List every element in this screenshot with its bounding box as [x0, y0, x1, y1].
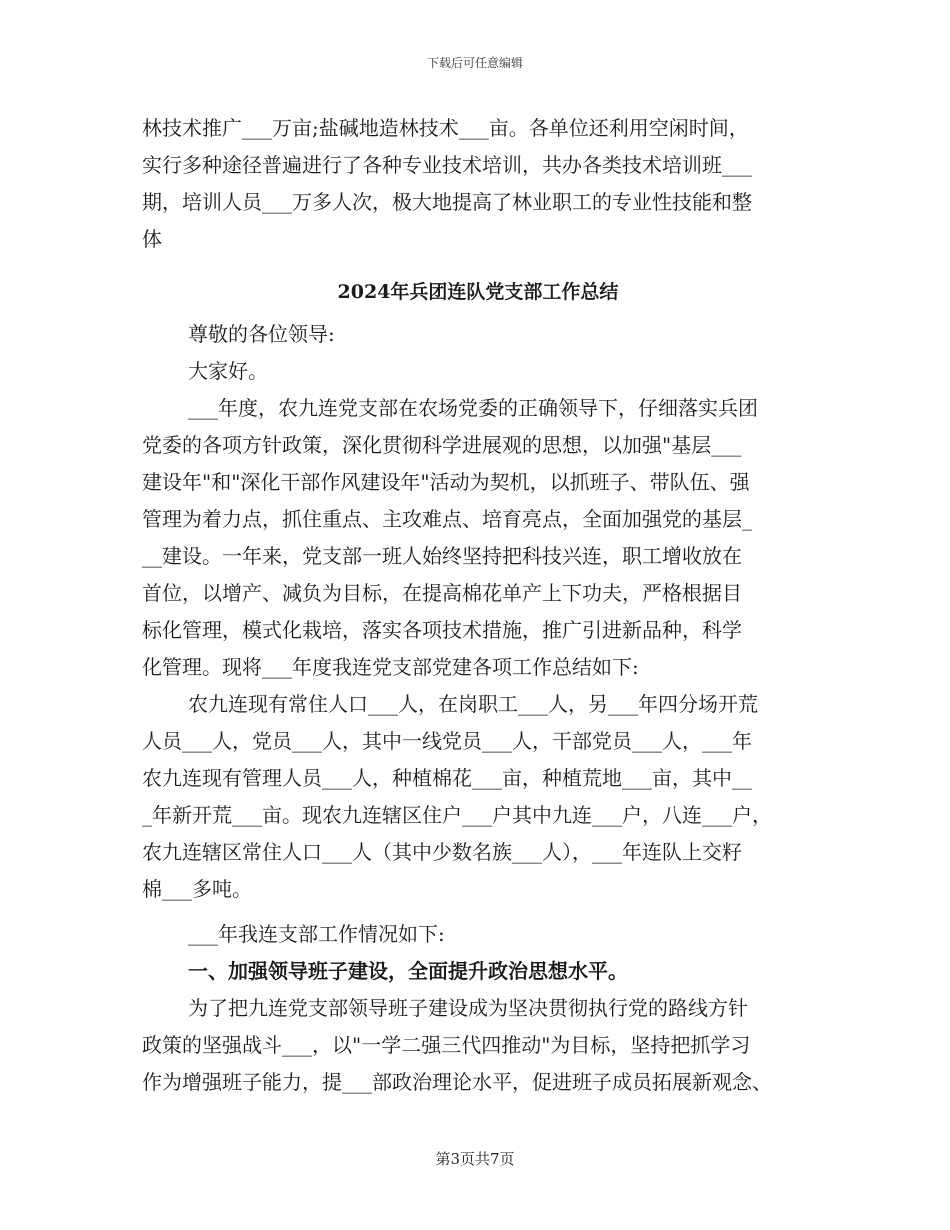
text-line: 农九连辖区常住人口___人（其中少数名族___人），___年连队上交籽: [142, 840, 742, 864]
paragraph-leadership: [142, 990, 814, 1101]
text-line: _年新开荒___亩。现农九连辖区住户___户其中九连___户，八连___户，: [142, 803, 772, 827]
greeting: 大家好。: [188, 359, 268, 383]
text-line: ___年度，农九连党支部在农场党委的正确领导下，仔细落实兵团: [188, 396, 758, 420]
section-heading: 一、加强领导班子建设，全面提升政治思想水平。: [188, 959, 628, 983]
text-line: 棉___多吨。: [142, 877, 252, 901]
document-body: [142, 110, 814, 1101]
salutation: 尊敬的各位领导:: [188, 322, 335, 346]
text-line: 建设年"和"深化干部作风建设年"活动为契机，以抓班子、带队伍、强: [142, 470, 750, 494]
text-line: 体: [142, 227, 162, 251]
text-line: 农九连现有管理人员___人，种植棉花___亩，种植荒地___亩，其中__: [142, 766, 752, 790]
spacer: [142, 908, 814, 916]
text-line: 化管理。现将___年度我连党支部党建各项工作总结如下:: [142, 655, 639, 679]
text-line: 林技术推广___万亩;盐碱地造林技术___亩。各单位还利用空闲时间，: [142, 116, 749, 140]
text-line: 管理为着力点，抓住重点、主攻难点、培育亮点，全面加强党的基层_: [142, 507, 752, 531]
intro-paragraph: [142, 110, 814, 258]
page-number: 第3页共7页: [435, 1150, 515, 1168]
text-line: 首位，以增产、减负为目标，在提高棉花单产上下功夫，严格根据目: [142, 581, 742, 605]
paragraph-overview: [142, 390, 814, 686]
text-line: 为了把九连党支部领导班子建设成为坚决贯彻执行党的路线方针: [188, 996, 748, 1020]
paragraph-population: [142, 686, 814, 908]
text-line: 实行多种途径普遍进行了各种专业技术培训，共办各类技术培训班___: [142, 153, 752, 177]
text-line: __建设。一年来，党支部一班人始终坚持把科技兴连，职工增收放在: [142, 544, 742, 568]
text-line: 人员___人，党员___人，其中一线党员___人，干部党员___人，___年: [142, 729, 752, 753]
text-line: 标化管理，模式化栽培，落实各项技术措施，推广引进新品种，科学: [142, 618, 742, 642]
document-title: 2024年兵团连队党支部工作总结: [337, 281, 619, 303]
work-intro-line: ___年我连支部工作情况如下:: [188, 922, 445, 946]
text-line: 党委的各项方针政策，深化贯彻科学进展观的思想，以加强"基层___: [142, 433, 742, 457]
page-header-note: 下载后可任意编辑: [426, 56, 523, 70]
text-line: 期，培训人员___万多人次，极大地提高了林业职工的专业性技能和整: [142, 190, 752, 214]
text-line: 政策的坚强战斗___，以"一学二强三代四推动"为目标，坚持把抓学习: [142, 1033, 751, 1057]
text-line: 作为增强班子能力，提___部政治理论水平，促进班子成员拓展新观念、: [142, 1070, 772, 1094]
text-line: 农九连现有常住人口___人，在岗职工___人，另___年四分场开荒: [188, 692, 758, 716]
